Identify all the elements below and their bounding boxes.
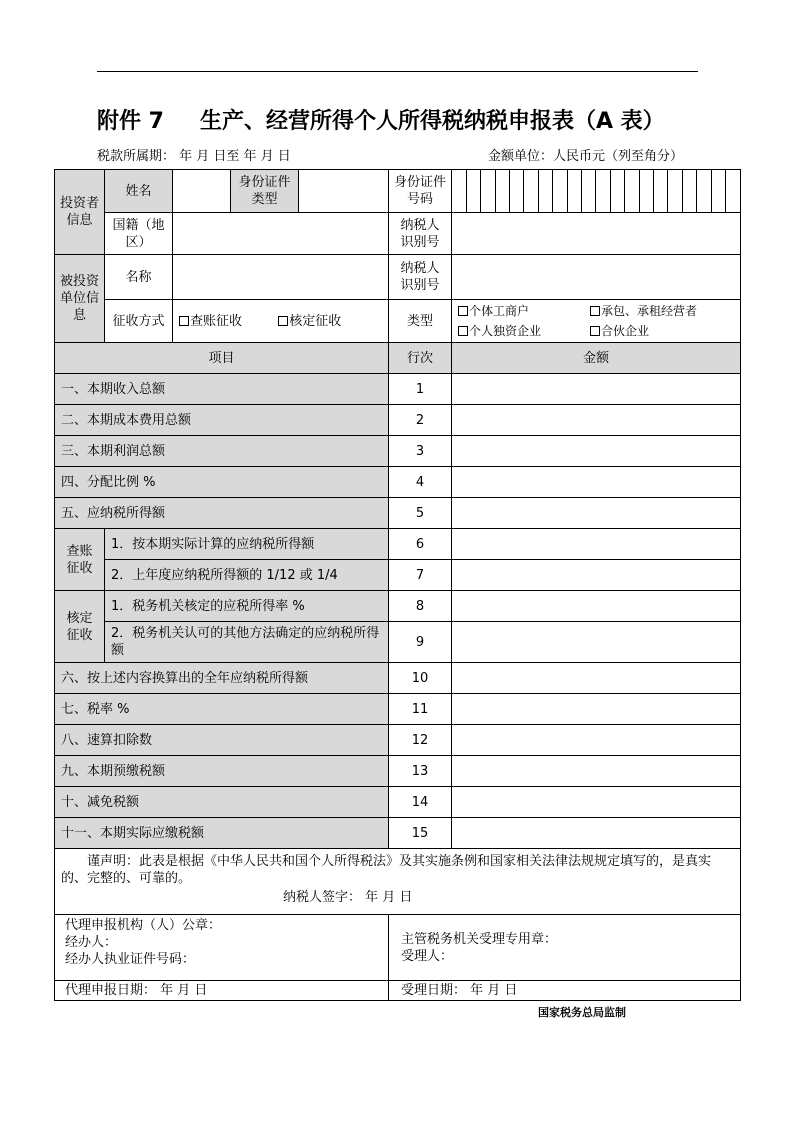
- investor-section-label: 投资者信息: [55, 170, 105, 255]
- checkbox-icon: [458, 326, 468, 336]
- row-label: 十、减免税额: [55, 787, 389, 818]
- tax-office-seal-label: 主管税务机关受理专用章：: [401, 931, 558, 947]
- row-label: 四、分配比例 %: [55, 467, 389, 498]
- id-type-label: 身份证件类型: [231, 170, 299, 213]
- audit-group-label: 查账征收: [55, 529, 105, 591]
- amount-field[interactable]: [452, 787, 741, 818]
- row-label: 十一、本期实际应缴税额: [55, 818, 389, 849]
- row-label: 2．上年度应纳税所得额的 1/12 或 1/4: [105, 560, 389, 591]
- unit-type-options: [452, 300, 741, 343]
- id-number-boxes: [452, 170, 740, 212]
- investor-name-label: 姓名: [105, 170, 173, 213]
- nationality-field[interactable]: [173, 213, 389, 255]
- amount-field[interactable]: [452, 405, 741, 436]
- checkbox-icon: [458, 306, 468, 316]
- investor-name-field[interactable]: [173, 170, 231, 213]
- collection-method-label: 征收方式: [105, 300, 173, 343]
- amount-field[interactable]: [452, 436, 741, 467]
- row-line-number: 6: [389, 529, 452, 560]
- row-label: 一、本期收入总额: [55, 374, 389, 405]
- tax-office-date: 受理日期： 年 月 日: [389, 981, 741, 1001]
- row-label: 六、按上述内容换算出的全年应纳税所得额: [55, 663, 389, 694]
- row-label: 七、税率 %: [55, 694, 389, 725]
- row-label: 三、本期利润总额: [55, 436, 389, 467]
- row-label: 1．税务机关核定的应税所得率 %: [105, 591, 389, 622]
- row-line-number: 13: [389, 756, 452, 787]
- checkbox-icon: [278, 316, 288, 326]
- row-label: 2．税务机关认可的其他方法确定的应纳税所得额: [105, 622, 389, 663]
- checkbox-audit[interactable]: 查账征收: [179, 314, 242, 329]
- amount-field[interactable]: [452, 725, 741, 756]
- checkbox-icon: [590, 326, 600, 336]
- checkbox-individual-business[interactable]: 个体工商户: [458, 303, 529, 320]
- row-line-number: 14: [389, 787, 452, 818]
- amount-field[interactable]: [452, 818, 741, 849]
- row-line-number: 11: [389, 694, 452, 725]
- agent-handler-label: 经办人：: [65, 935, 118, 950]
- currency-unit: 金额单位：人民币元（列至角分）: [488, 149, 684, 164]
- amount-field[interactable]: [452, 498, 741, 529]
- amount-field[interactable]: [452, 529, 741, 560]
- amount-field[interactable]: [452, 756, 741, 787]
- attachment-number: 附件 7: [97, 109, 164, 134]
- unit-taxpayer-id-field[interactable]: [452, 255, 741, 300]
- tax-period: 税款所属期： 年 月 日至 年 月 日: [97, 149, 291, 164]
- collection-method-options: [173, 300, 389, 343]
- amount-field[interactable]: [452, 663, 741, 694]
- row-line-number: 8: [389, 591, 452, 622]
- agent-cert-label: 经办人执业证件号码：: [65, 952, 196, 967]
- row-line-number: 12: [389, 725, 452, 756]
- taxpayer-id-label: 纳税人识别号: [389, 213, 452, 255]
- agent-section: [55, 915, 389, 981]
- checkbox-sole-proprietorship[interactable]: 个人独资企业: [458, 323, 541, 340]
- taxpayer-signature: 纳税人签字： 年 月 日: [283, 890, 413, 905]
- id-type-field[interactable]: [299, 170, 389, 213]
- unit-name-field[interactable]: [173, 255, 389, 300]
- row-line-number: 10: [389, 663, 452, 694]
- row-line-number: 7: [389, 560, 452, 591]
- issuer-footer: 国家税务总局监制: [538, 1006, 626, 1019]
- id-number-grid[interactable]: [452, 170, 741, 213]
- declaration: [55, 849, 741, 915]
- id-number-label: 身份证件号码: [389, 170, 452, 213]
- form-name: 生产、经营所得个人所得税纳税申报表（A 表）: [199, 109, 665, 134]
- invested-unit-section-label: 被投资单位信息: [55, 255, 105, 343]
- header-line: 行次: [389, 343, 452, 374]
- unit-taxpayer-id-label: 纳税人识别号: [389, 255, 452, 300]
- row-line-number: 4: [389, 467, 452, 498]
- checkbox-icon: [590, 306, 600, 316]
- declaration-text: 谨声明：此表是根据《中华人民共和国个人所得税法》及其实施条例和国家相关法律法规规定填写的，是真实的、完整的、可靠的。: [61, 854, 712, 886]
- tax-return-form: [54, 169, 741, 1001]
- amount-field[interactable]: [452, 467, 741, 498]
- agent-seal-label: 代理申报机构（人）公章：: [65, 918, 222, 933]
- checkbox-partnership[interactable]: 合伙企业: [590, 323, 649, 340]
- row-line-number: 1: [389, 374, 452, 405]
- form-title: [97, 104, 717, 135]
- assessed-group-label: 核定征收: [55, 591, 105, 663]
- tax-office-receiver-label: 受理人：: [401, 948, 454, 964]
- tax-office-section: [389, 915, 741, 981]
- top-rule: [97, 71, 698, 72]
- amount-field[interactable]: [452, 374, 741, 405]
- header-amount: 金额: [452, 343, 741, 374]
- agent-date: 代理申报日期： 年 月 日: [55, 981, 389, 1001]
- row-label: 九、本期预缴税额: [55, 756, 389, 787]
- checkbox-contract-lease[interactable]: 承包、承租经营者: [590, 303, 697, 320]
- amount-field[interactable]: [452, 694, 741, 725]
- header-item: 项目: [55, 343, 389, 374]
- row-line-number: 3: [389, 436, 452, 467]
- taxpayer-id-field[interactable]: [452, 213, 741, 255]
- amount-field[interactable]: [452, 622, 741, 663]
- row-line-number: 2: [389, 405, 452, 436]
- row-label: 1．按本期实际计算的应纳税所得额: [105, 529, 389, 560]
- row-line-number: 15: [389, 818, 452, 849]
- row-label: 八、速算扣除数: [55, 725, 389, 756]
- row-label: 五、应纳税所得额: [55, 498, 389, 529]
- unit-type-label: 类型: [389, 300, 452, 343]
- row-label: 二、本期成本费用总额: [55, 405, 389, 436]
- checkbox-assessed[interactable]: 核定征收: [278, 314, 341, 329]
- row-line-number: 5: [389, 498, 452, 529]
- amount-field[interactable]: [452, 591, 741, 622]
- amount-field[interactable]: [452, 560, 741, 591]
- checkbox-icon: [179, 316, 189, 326]
- nationality-label: 国籍（地区）: [105, 213, 173, 255]
- row-line-number: 9: [389, 622, 452, 663]
- unit-name-label: 名称: [105, 255, 173, 300]
